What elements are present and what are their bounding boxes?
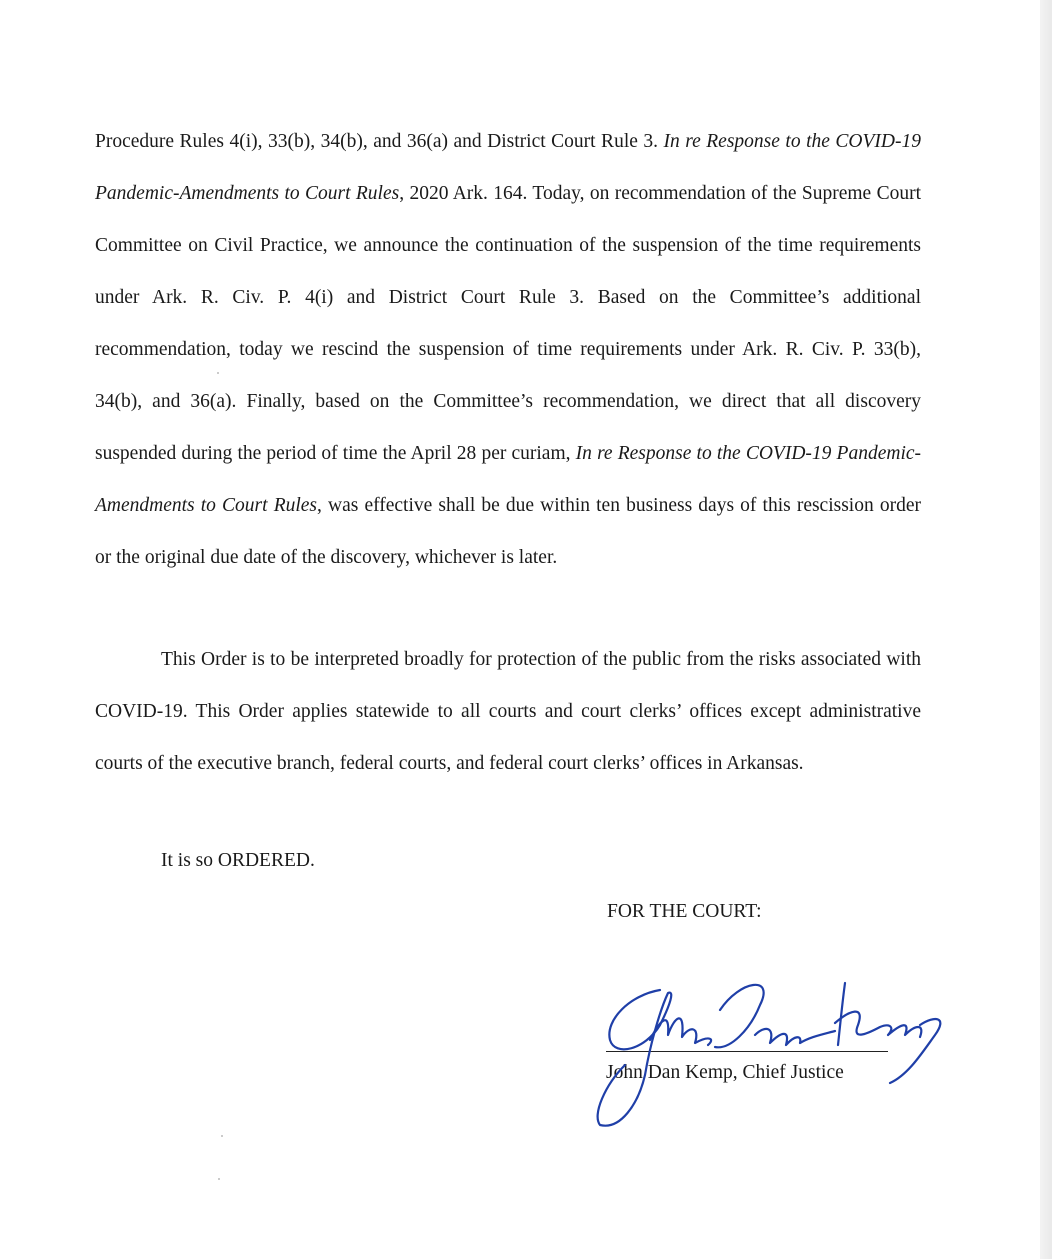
signer-name: John Dan Kemp, Chief Justice [606,1062,844,1083]
handwritten-signature [590,965,950,1135]
scan-speck [218,1178,220,1180]
citation-1: In re Response to the COVID-19 Pandemic-Amendments to Court Rules [95,131,921,204]
for-the-court-label: FOR THE COURT: [607,901,762,922]
scan-speck [217,372,219,374]
paragraph-1-text-c: , was effective shall be due within ten business days of this rescission order or the original due date of the discovery, whichever is later. [95,495,921,568]
page-edge [1040,0,1052,1259]
paragraph-1-text-a: Procedure Rules 4(i), 33(b), 34(b), and 36(a) and District Court Rule 3. [95,131,664,152]
paragraph-2: This Order is to be interpreted broadly for protection of the public from the risks associated with COVID-19. This Order applies statewide to all courts and court clerks’ offices except administrative courts of the executive branch, federal courts, and federal court clerks’ offices in Arkansas. [95,649,921,774]
paragraph-1 [95,116,921,584]
scan-speck [221,1135,223,1137]
paragraph-1-text-b: , 2020 Ark. 164. Today, on recommendation of the Supreme Court Committee on Civil Practice, we announce the continuation of the suspension of the time requirements under Ark. R. Civ. P. 4(i) and District Court Rule 3. Based on the Committee’s additional recommendation, today we rescind the suspension of time requirements under Ark. R. Civ. P. 33(b), 34(b), and 36(a). Finally, based on the Committee’s recommendation, we direct that all discovery suspended during the period of time the April 28 per curiam, [95,183,921,464]
citation-2: In re Response to the COVID-19 Pandemic-Amendments to Court Rules [95,443,922,516]
ordered-line: It is so ORDERED. [161,850,315,871]
